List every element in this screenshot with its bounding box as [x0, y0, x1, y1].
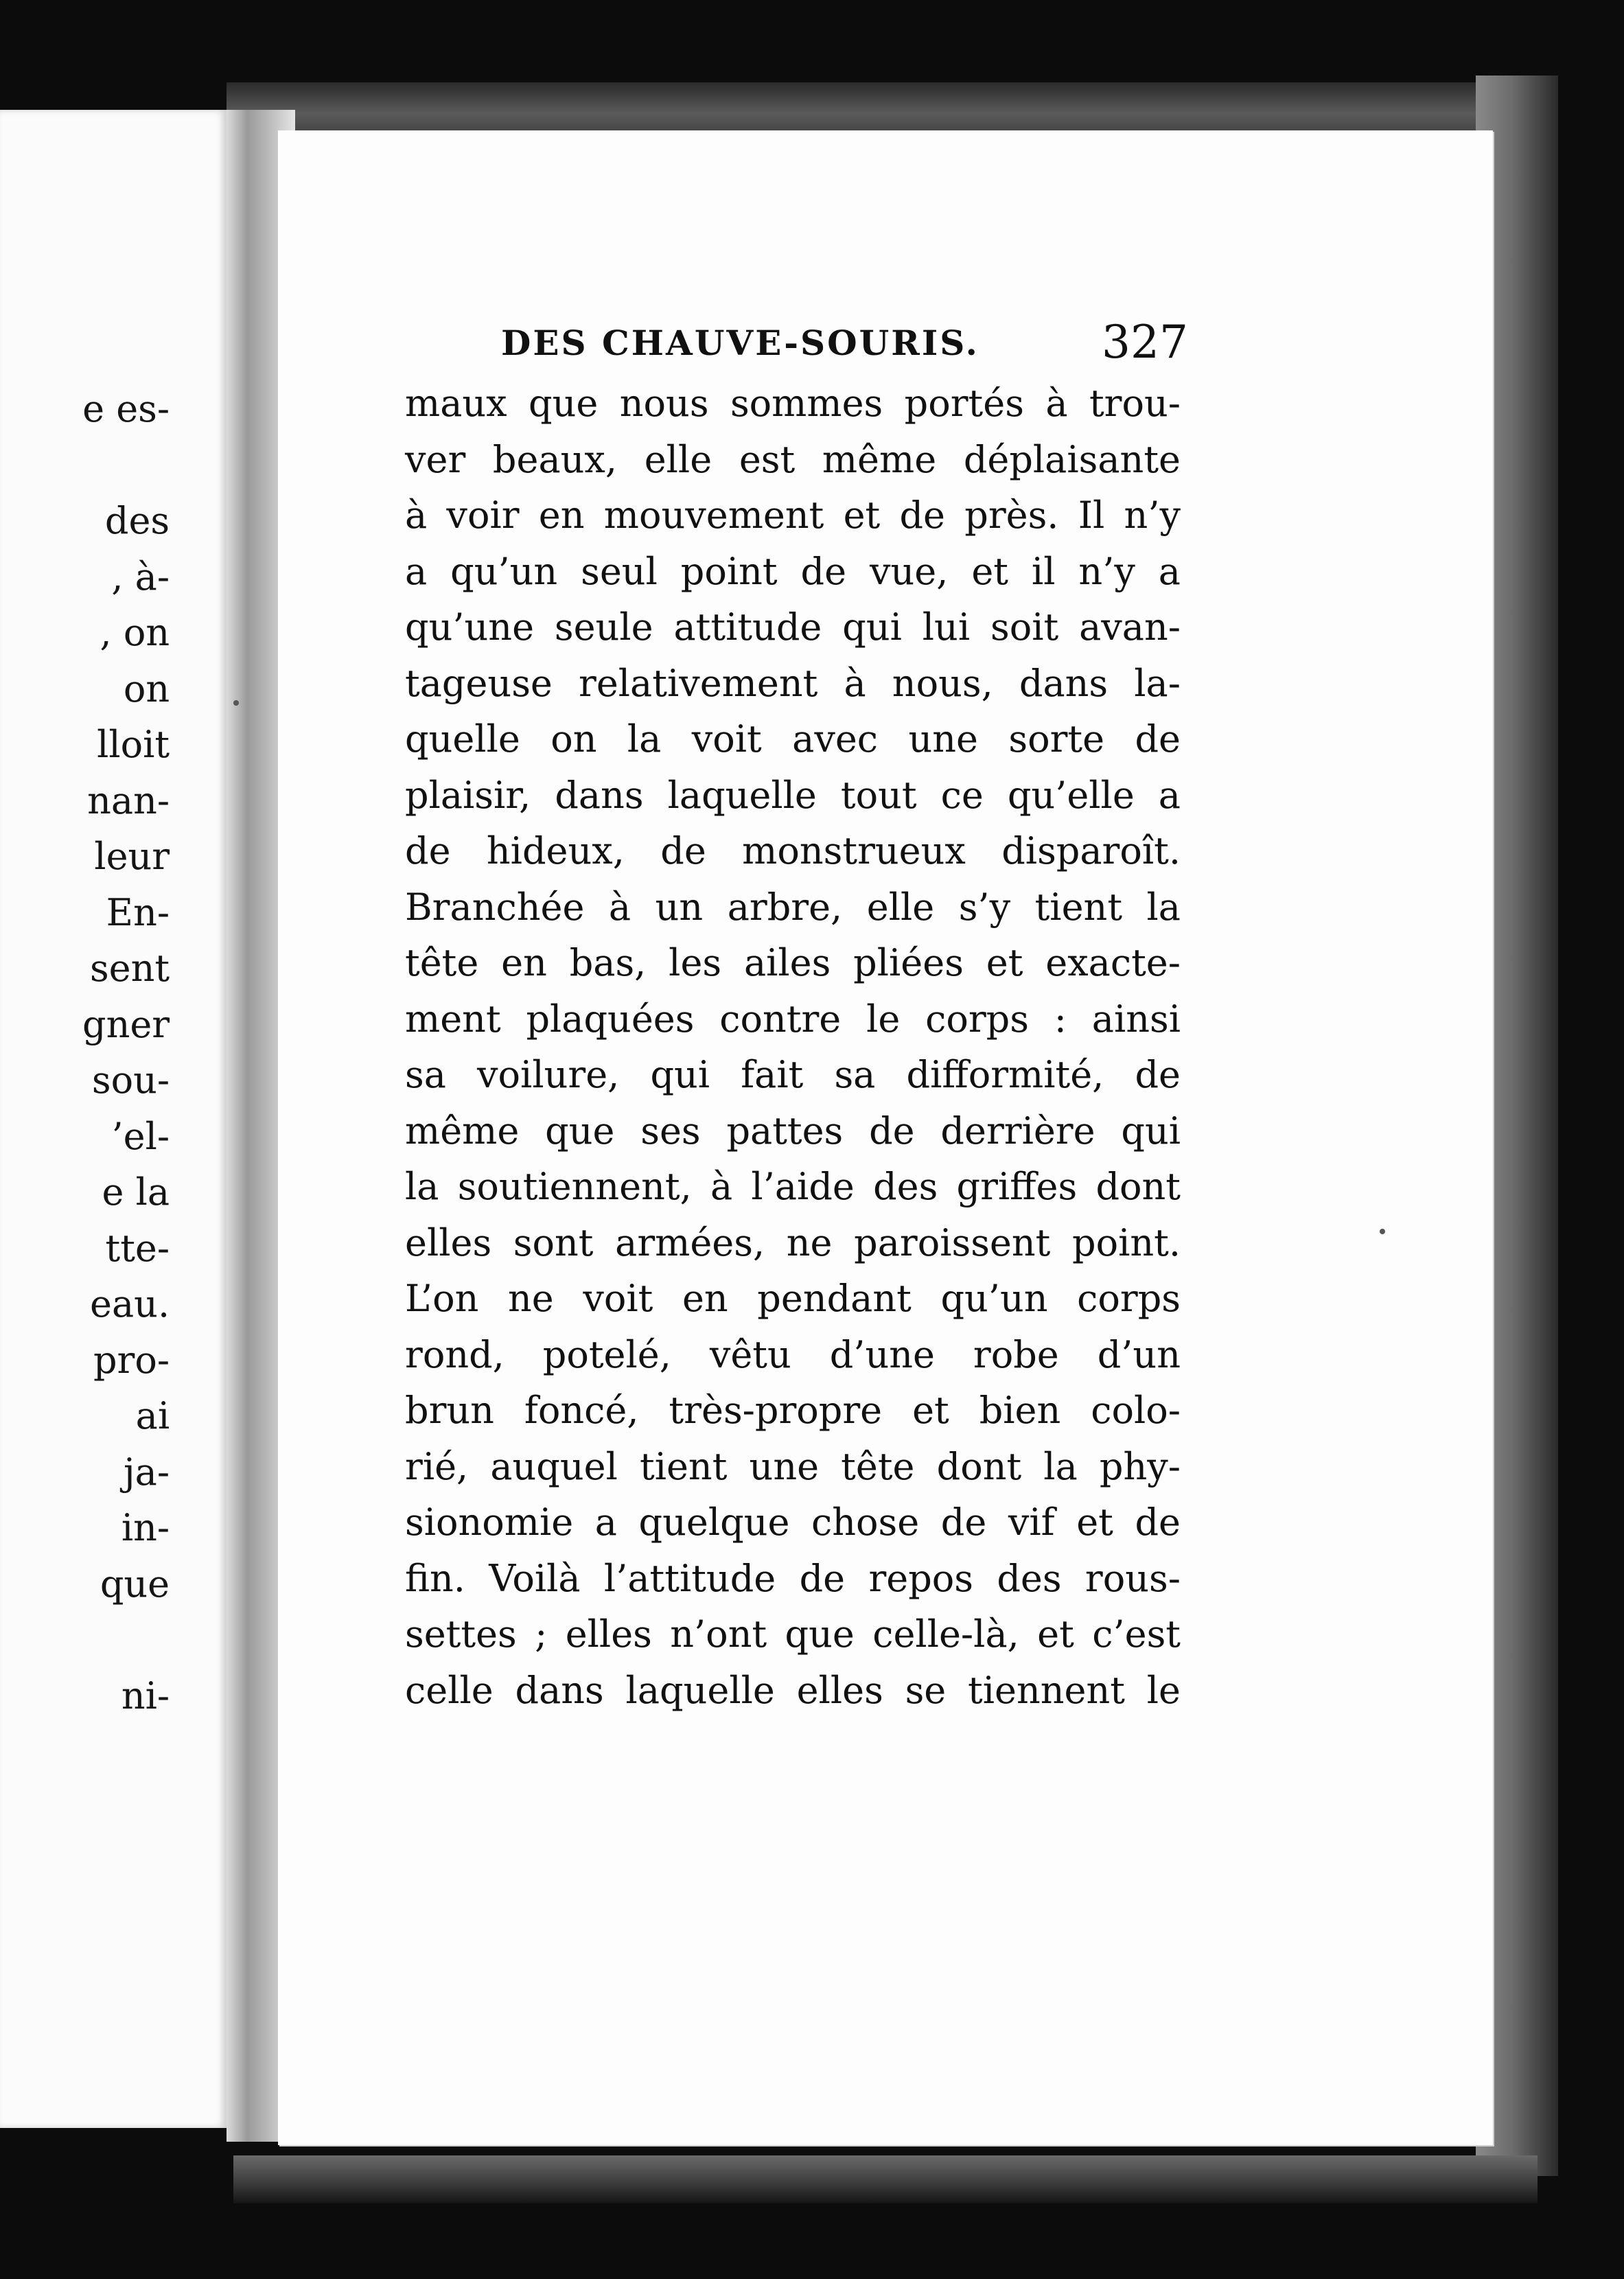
page-header: [278, 316, 1493, 378]
text-line: [405, 1215, 1181, 1271]
text-line: [405, 1606, 1181, 1663]
text-line: [405, 935, 1181, 991]
text-line: [405, 1159, 1181, 1215]
text-line-content: Branchée à un arbre, elle s’y tient la: [405, 885, 1181, 929]
text-line: [405, 432, 1181, 488]
text-line-content: sionomie a quelque chose de vif et de: [405, 1501, 1181, 1544]
text-line: [405, 599, 1181, 656]
facing-page-line: e es-: [82, 387, 170, 430]
text-line-content: elles sont armées, ne paroissent point.: [405, 1221, 1181, 1264]
text-line: [405, 375, 1181, 432]
text-line: [405, 1494, 1181, 1551]
text-line-content: celle dans laquelle elles se tiennent le: [405, 1668, 1181, 1712]
text-line: [405, 711, 1181, 767]
facing-page-line: , on: [100, 611, 170, 654]
text-line-content: même que ses pattes de derrière qui: [405, 1109, 1181, 1153]
facing-page-line: ja-: [123, 1450, 170, 1494]
text-line: [405, 1551, 1181, 1607]
facing-page-line: lloit: [97, 723, 170, 766]
facing-page-line: gner: [82, 1002, 170, 1046]
text-line-content: tageuse relativement à nous, dans la-: [405, 661, 1181, 705]
text-line: [405, 879, 1181, 936]
text-line: [405, 1271, 1181, 1327]
text-line-content: fin. Voilà l’attitude de repos des rous-: [405, 1556, 1181, 1600]
text-line: [405, 656, 1181, 712]
text-line-content: plaisir, dans laquelle tout ce qu’elle a: [405, 773, 1181, 817]
facing-page-line: sent: [89, 947, 170, 990]
text-line-content: maux que nous sommes portés à trou-: [405, 382, 1181, 425]
text-line-content: de hideux, de monstrueux disparoît.: [405, 829, 1181, 872]
text-line: [405, 544, 1181, 600]
text-line: [405, 1439, 1181, 1495]
text-line-content: brun foncé, très-propre et bien colo-: [405, 1389, 1181, 1432]
text-line-content: ver beaux, elle est même déplaisante: [405, 437, 1181, 481]
text-line: [405, 1327, 1181, 1383]
text-line-content: ment plaquées contre le corps : ainsi: [405, 997, 1181, 1041]
text-line: [405, 487, 1181, 544]
facing-page-line: leur: [94, 835, 170, 878]
text-line: [405, 1383, 1181, 1439]
text-line: [405, 1103, 1181, 1159]
bottom-binding-edge: [233, 2155, 1538, 2203]
text-line-content: L’on ne voit en pendant qu’un corps: [405, 1277, 1181, 1320]
facing-page-line: En-: [106, 890, 170, 934]
text-line: [405, 1047, 1181, 1103]
facing-page-text: [82, 381, 170, 1724]
facing-page-line: e la: [102, 1170, 170, 1214]
text-line: [405, 1663, 1181, 1719]
facing-page-line: in-: [121, 1506, 170, 1549]
facing-page: [0, 110, 227, 2128]
text-line-content: a qu’un seul point de vue, et il n’y a: [405, 549, 1181, 593]
page-body-text: [405, 375, 1181, 1718]
text-line-content: tête en bas, les ailes pliées et exacte-: [405, 941, 1181, 984]
facing-page-line: ai: [135, 1394, 170, 1437]
facing-page-line: des: [104, 499, 170, 542]
running-head: DES CHAUVE-SOURIS.: [501, 323, 979, 363]
text-line: [405, 991, 1181, 1048]
text-line-content: rié, auquel tient une tête dont la phy-: [405, 1444, 1181, 1488]
facing-page-line: pro-: [93, 1338, 170, 1382]
facing-page-line: , à-: [111, 555, 170, 599]
facing-page-line: sou-: [91, 1058, 170, 1102]
text-line-content: quelle on la voit avec une sorte de: [405, 717, 1181, 761]
text-line: [405, 823, 1181, 879]
text-line-content: qu’une seule attitude qui lui soit avan-: [405, 605, 1181, 649]
page-number: 327: [1102, 316, 1188, 369]
facing-page-line: ni-: [121, 1674, 170, 1717]
facing-page-line: on: [123, 667, 170, 710]
facing-page-line: eau.: [90, 1282, 170, 1326]
text-line-content: rond, potelé, vêtu d’une robe d’un: [405, 1332, 1181, 1376]
facing-page-line: tte-: [105, 1226, 170, 1270]
text-line-content: settes ; elles n’ont que celle-là, et c’est: [405, 1612, 1181, 1656]
text-line-content: la soutiennent, à l’aide des griffes dont: [405, 1165, 1181, 1208]
text-line-content: sa voilure, qui fait sa difformité, de: [405, 1053, 1181, 1096]
scan-speck: [1380, 1229, 1385, 1234]
facing-page-line: que: [100, 1562, 170, 1606]
text-line-content: à voir en mouvement et de près. Il n’y: [405, 494, 1181, 537]
scan-speck: [233, 700, 239, 706]
page: [278, 130, 1493, 2145]
text-line: [405, 767, 1181, 824]
facing-page-line: nan-: [87, 778, 170, 822]
facing-page-line: ’el-: [111, 1114, 170, 1158]
